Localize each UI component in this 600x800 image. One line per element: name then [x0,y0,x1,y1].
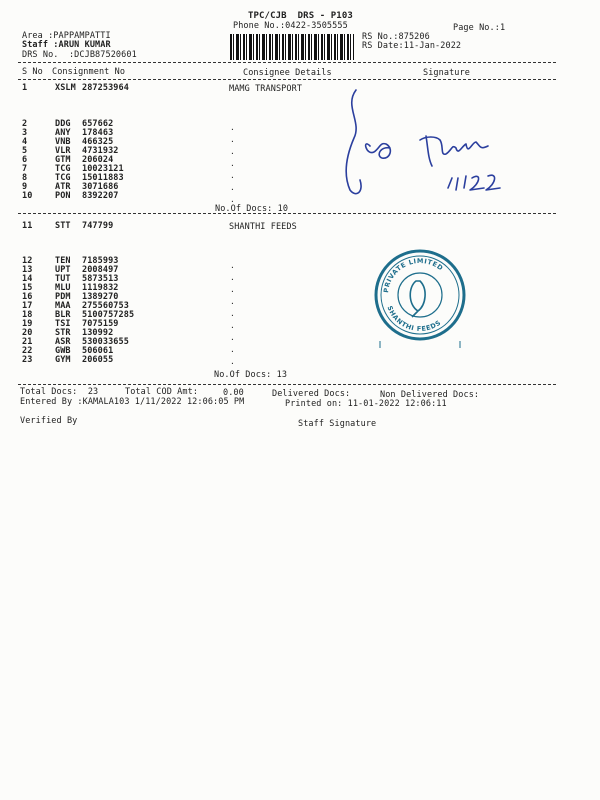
rs-number: RS No.:875206 [362,32,430,42]
row-code: TSI [55,319,71,329]
row-code: XSLM [55,83,76,93]
row-sno: 15 [22,283,33,293]
row-number: 206024 [82,155,114,165]
drs-number: DRS No. :DCJB87520601 [22,50,137,60]
row-code: STR [55,328,71,338]
row-sno: 3 [22,128,28,138]
row-sno: 6 [22,155,28,165]
verified-by: Verified By [20,416,78,426]
row-sno: 17 [22,301,33,311]
barcode [230,34,354,60]
row-code: DDG [55,119,71,129]
leader-dot: . [230,273,235,282]
row-code: UPT [55,265,71,275]
row-sno: 13 [22,265,33,275]
row-number: 2008497 [82,265,119,275]
row-sno: 21 [22,337,33,347]
leader-dot: . [230,321,235,330]
delivered-docs: Delivered Docs: [272,389,351,399]
row-code: BLR [55,310,71,320]
docs-count: No.Of Docs: 13 [214,370,288,380]
col-sno: S No [22,67,43,77]
leader-dot: . [230,159,235,168]
leader-dot: . [230,195,235,204]
divider [18,62,556,63]
row-number: 10023121 [82,164,124,174]
row-sno: 1 [22,83,28,93]
staff-label: Staff :ARUN KUMAR [22,40,111,50]
consignee-name: MAMG TRANSPORT [229,84,303,94]
row-sno: 10 [22,191,33,201]
col-consignee: Consignee Details [243,68,332,78]
leader-dot: . [230,357,235,366]
row-code: MAA [55,301,71,311]
row-number: 3071686 [82,182,119,192]
row-sno: 12 [22,256,33,266]
area-label: Area :PAPPAMPATTI [22,31,111,41]
leader-dot: . [230,297,235,306]
row-code: TUT [55,274,71,284]
row-number: 7075159 [82,319,119,329]
row-number: 466325 [82,137,114,147]
leader-dot: . [230,261,235,270]
row-number: 5100757285 [82,310,135,320]
leader-dot: . [230,123,235,132]
total-docs: Total Docs: 23 [20,387,99,397]
row-number: 15011883 [82,173,124,183]
row-code: VLR [55,146,71,156]
company-stamp [372,247,468,343]
leader-dot: . [230,171,235,180]
row-sno: 8 [22,173,28,183]
row-sno: 14 [22,274,33,284]
rs-date: RS Date:11-Jan-2022 [362,41,462,51]
page-number: Page No.:1 [453,23,506,33]
col-consignment: Consignment No [52,67,126,77]
row-number: 8392207 [82,191,119,201]
row-code: TCG [55,173,71,183]
row-sno: 2 [22,119,28,129]
phone-number: Phone No.:0422-3505555 [233,21,348,31]
row-number: 275560753 [82,301,129,311]
leader-dot: . [230,333,235,342]
row-code: ATR [55,182,71,192]
row-sno: 20 [22,328,33,338]
row-number: 178463 [82,128,114,138]
row-number: 1389270 [82,292,119,302]
row-number: 747799 [82,221,114,231]
col-signature: Signature [423,68,470,78]
row-code: VNB [55,137,71,147]
consignee-name: SHANTHI FEEDS [229,222,297,232]
row-sno: 5 [22,146,28,156]
row-code: STT [55,221,71,231]
docs-count: No.Of Docs: 10 [215,204,289,214]
leader-dot: . [230,285,235,294]
leader-dot: . [230,309,235,318]
row-sno: 7 [22,164,28,174]
total-cod-value: 0.00 [223,388,244,398]
row-code: PON [55,191,71,201]
row-number: 1119832 [82,283,119,293]
row-sno: 11 [22,221,33,231]
row-number: 7185993 [82,256,119,266]
non-delivered-docs: Non Delivered Docs: [380,390,480,400]
entered-by: Entered By :KAMALA103 1/11/2022 12:06:05 PM [20,397,245,407]
printed-on: Printed on: 11-01-2022 12:06:11 [285,399,447,409]
row-number: 657662 [82,119,114,129]
row-code: PDM [55,292,71,302]
svg-text:SHANTHI FEEDS: SHANTHI FEEDS [385,304,443,334]
row-number: 206055 [82,355,114,365]
row-number: 5873513 [82,274,119,284]
row-sno: 4 [22,137,28,147]
leader-dot: . [230,147,235,156]
divider [18,79,556,80]
row-sno: 16 [22,292,33,302]
row-code: GYM [55,355,71,365]
svg-text:PRIVATE LIMITED: PRIVATE LIMITED [382,256,445,294]
row-sno: 23 [22,355,33,365]
row-number: 506061 [82,346,114,356]
row-code: ANY [55,128,71,138]
total-cod-label: Total COD Amt: [125,387,199,397]
leader-dot: . [230,135,235,144]
row-code: TCG [55,164,71,174]
row-code: TEN [55,256,71,266]
row-sno: 18 [22,310,33,320]
row-number: 4731932 [82,146,119,156]
row-code: ASR [55,337,71,347]
row-number: 287253964 [82,83,129,93]
row-number: 530033655 [82,337,129,347]
row-sno: 9 [22,182,28,192]
row-code: MLU [55,283,71,293]
divider [18,384,556,385]
leader-dot: . [230,183,235,192]
report-title: TPC/CJB DRS - P103 [248,11,353,21]
row-code: GWB [55,346,71,356]
handwritten-signature [340,86,510,208]
row-number: 130992 [82,328,114,338]
staff-signature: Staff Signature [298,419,377,429]
row-sno: 22 [22,346,33,356]
row-code: GTM [55,155,71,165]
stamp-mark [378,340,464,350]
leader-dot: . [230,345,235,354]
divider [18,213,556,214]
row-sno: 19 [22,319,33,329]
